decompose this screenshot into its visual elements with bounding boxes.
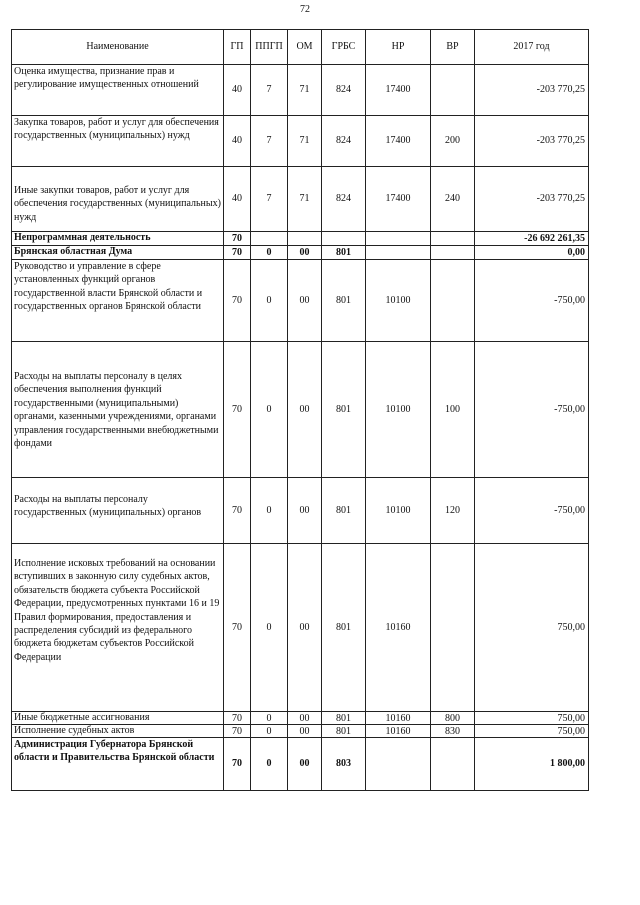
row-np: 10160 bbox=[366, 712, 431, 725]
row-vr bbox=[431, 544, 475, 712]
row-vr: 800 bbox=[431, 712, 475, 725]
row-gp: 70 bbox=[224, 232, 251, 246]
row-grbs bbox=[322, 232, 366, 246]
row-name: Исполнение исковых требований на основании вступивших в законную силу судебных актов, обязательств бюджета субъекта Российской Федерации, предусмотренных пунктами 16 и 19 Правил формирования, предоставления и распределения субсидий из федерального бюджета бюджетам субъектов Российской Федерации bbox=[12, 544, 224, 712]
row-amount: 1 800,00 bbox=[475, 738, 589, 791]
row-om: 00 bbox=[288, 246, 322, 260]
row-grbs: 801 bbox=[322, 246, 366, 260]
row-np bbox=[366, 246, 431, 260]
row-amount: -750,00 bbox=[475, 478, 589, 544]
row-amount: -203 770,25 bbox=[475, 167, 589, 232]
row-name: Расходы на выплаты персоналу государственных (муниципальных) органов bbox=[12, 478, 224, 544]
row-np bbox=[366, 232, 431, 246]
row-om: 00 bbox=[288, 342, 322, 478]
table-row bbox=[12, 116, 589, 167]
row-name: Иные бюджетные ассигнования bbox=[12, 712, 224, 725]
row-grbs: 824 bbox=[322, 65, 366, 116]
row-gp: 40 bbox=[224, 65, 251, 116]
row-ppgp: 0 bbox=[251, 260, 288, 342]
table-row bbox=[12, 725, 589, 738]
row-om: 71 bbox=[288, 116, 322, 167]
table-row bbox=[12, 342, 589, 478]
row-vr: 240 bbox=[431, 167, 475, 232]
row-om: 00 bbox=[288, 712, 322, 725]
row-vr bbox=[431, 246, 475, 260]
row-vr bbox=[431, 260, 475, 342]
row-name: Администрация Губернатора Брянской области и Правительства Брянской области bbox=[12, 738, 224, 791]
page-number: 72 bbox=[300, 4, 310, 15]
row-gp: 70 bbox=[224, 478, 251, 544]
row-amount: -750,00 bbox=[475, 342, 589, 478]
row-vr bbox=[431, 232, 475, 246]
row-om: 00 bbox=[288, 725, 322, 738]
row-np bbox=[366, 738, 431, 791]
row-grbs: 801 bbox=[322, 260, 366, 342]
row-grbs: 824 bbox=[322, 167, 366, 232]
row-ppgp: 7 bbox=[251, 65, 288, 116]
row-om bbox=[288, 232, 322, 246]
row-amount: 0,00 bbox=[475, 246, 589, 260]
row-ppgp: 0 bbox=[251, 544, 288, 712]
row-ppgp bbox=[251, 232, 288, 246]
row-vr: 200 bbox=[431, 116, 475, 167]
row-om: 71 bbox=[288, 167, 322, 232]
col-header-vr: ВР bbox=[431, 30, 475, 65]
header-row bbox=[12, 30, 589, 65]
row-gp: 70 bbox=[224, 544, 251, 712]
row-amount: 750,00 bbox=[475, 725, 589, 738]
row-name: Оценка имущества, признание прав и регулирование имущественных отношений bbox=[12, 65, 224, 116]
row-om: 00 bbox=[288, 478, 322, 544]
row-ppgp: 0 bbox=[251, 725, 288, 738]
row-om: 00 bbox=[288, 544, 322, 712]
row-vr bbox=[431, 65, 475, 116]
row-om: 00 bbox=[288, 738, 322, 791]
table-row bbox=[12, 738, 589, 791]
row-ppgp: 0 bbox=[251, 478, 288, 544]
row-gp: 70 bbox=[224, 712, 251, 725]
row-amount: -750,00 bbox=[475, 260, 589, 342]
table-row bbox=[12, 260, 589, 342]
table-row bbox=[12, 712, 589, 725]
row-gp: 70 bbox=[224, 342, 251, 478]
row-np: 10100 bbox=[366, 342, 431, 478]
col-header-om: ОМ bbox=[288, 30, 322, 65]
row-om: 71 bbox=[288, 65, 322, 116]
row-amount: 750,00 bbox=[475, 712, 589, 725]
row-ppgp: 7 bbox=[251, 167, 288, 232]
row-np: 10100 bbox=[366, 478, 431, 544]
row-grbs: 801 bbox=[322, 342, 366, 478]
row-name: Иные закупки товаров, работ и услуг для обеспечения государственных (муниципальных) нужд bbox=[12, 167, 224, 232]
row-np: 17400 bbox=[366, 65, 431, 116]
budget-table bbox=[11, 29, 589, 791]
row-vr: 120 bbox=[431, 478, 475, 544]
row-gp: 70 bbox=[224, 246, 251, 260]
row-np: 17400 bbox=[366, 116, 431, 167]
col-header-ppgp: ППГП bbox=[251, 30, 288, 65]
row-grbs: 801 bbox=[322, 478, 366, 544]
row-np: 10160 bbox=[366, 544, 431, 712]
table-row bbox=[12, 167, 589, 232]
row-grbs: 824 bbox=[322, 116, 366, 167]
row-grbs: 801 bbox=[322, 544, 366, 712]
row-amount: 750,00 bbox=[475, 544, 589, 712]
row-amount: -203 770,25 bbox=[475, 116, 589, 167]
row-gp: 70 bbox=[224, 738, 251, 791]
table-row bbox=[12, 246, 589, 260]
row-ppgp: 0 bbox=[251, 246, 288, 260]
row-om: 00 bbox=[288, 260, 322, 342]
row-grbs: 801 bbox=[322, 712, 366, 725]
row-name: Исполнение судебных актов bbox=[12, 725, 224, 738]
row-name: Руководство и управление в сфере установленных функций органов государственной власти Брянской области и государственных органов Брянской области bbox=[12, 260, 224, 342]
row-vr bbox=[431, 738, 475, 791]
row-name: Расходы на выплаты персоналу в целях обеспечения выполнения функций государственными (муниципальными) органами, казенными учреждениями, органами управления государственными внебюджетными фондами bbox=[12, 342, 224, 478]
table-row bbox=[12, 232, 589, 246]
col-header-grbs: ГРБС bbox=[322, 30, 366, 65]
row-gp: 70 bbox=[224, 725, 251, 738]
row-vr: 830 bbox=[431, 725, 475, 738]
row-amount: -203 770,25 bbox=[475, 65, 589, 116]
table-row bbox=[12, 544, 589, 712]
table-row bbox=[12, 65, 589, 116]
col-header-year: 2017 год bbox=[475, 30, 589, 65]
row-np: 10160 bbox=[366, 725, 431, 738]
row-name: Непрограммная деятельность bbox=[12, 232, 224, 246]
row-gp: 40 bbox=[224, 167, 251, 232]
row-ppgp: 7 bbox=[251, 116, 288, 167]
table-row bbox=[12, 478, 589, 544]
row-name: Закупка товаров, работ и услуг для обеспечения государственных (муниципальных) нужд bbox=[12, 116, 224, 167]
row-name: Брянская областная Дума bbox=[12, 246, 224, 260]
row-grbs: 801 bbox=[322, 725, 366, 738]
row-vr: 100 bbox=[431, 342, 475, 478]
col-header-np: НР bbox=[366, 30, 431, 65]
row-ppgp: 0 bbox=[251, 738, 288, 791]
col-header-gp: ГП bbox=[224, 30, 251, 65]
col-header-name: Наименование bbox=[12, 30, 224, 65]
row-ppgp: 0 bbox=[251, 342, 288, 478]
row-np: 17400 bbox=[366, 167, 431, 232]
row-amount: -26 692 261,35 bbox=[475, 232, 589, 246]
row-grbs: 803 bbox=[322, 738, 366, 791]
row-gp: 70 bbox=[224, 260, 251, 342]
row-gp: 40 bbox=[224, 116, 251, 167]
row-ppgp: 0 bbox=[251, 712, 288, 725]
row-np: 10100 bbox=[366, 260, 431, 342]
